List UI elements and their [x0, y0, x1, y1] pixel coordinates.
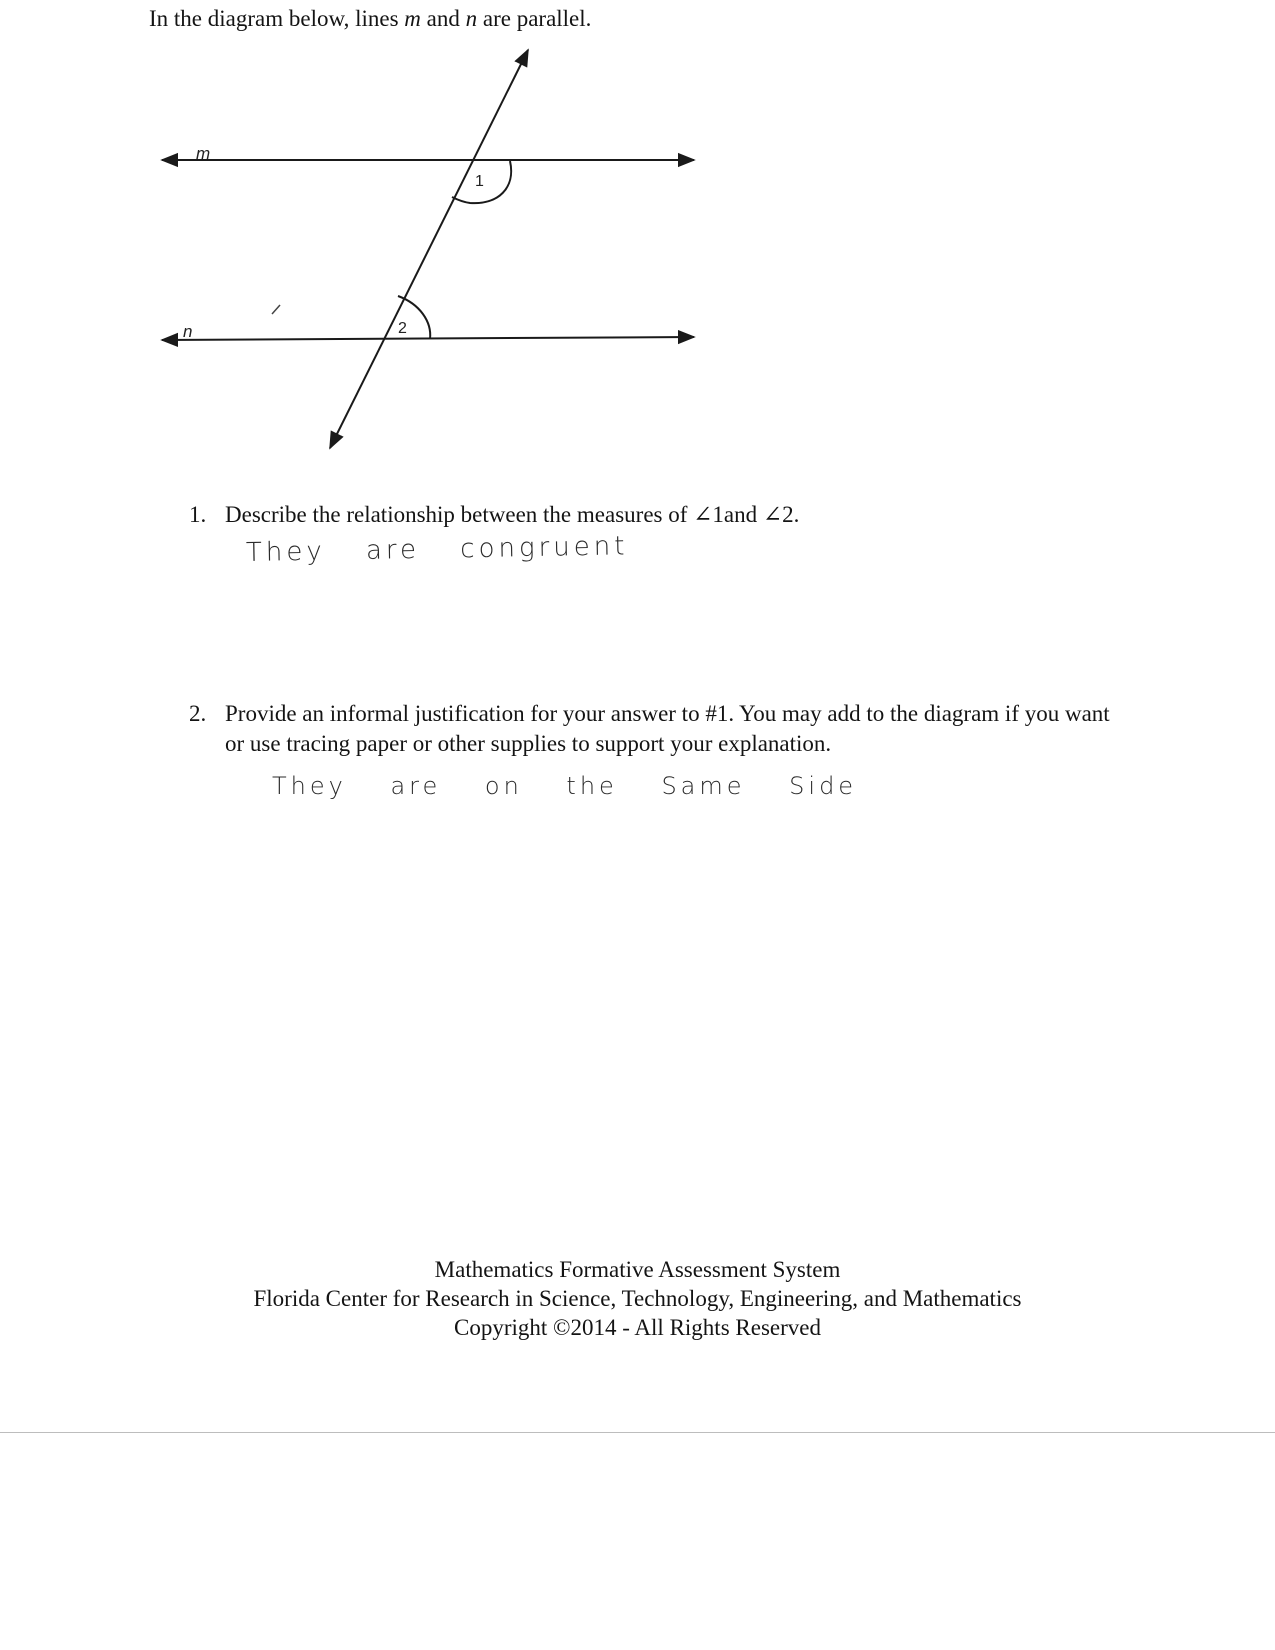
answer-1-handwritten: They are congruent [245, 531, 629, 568]
angle-2-label: 2 [398, 320, 407, 337]
intro-prefix: In the diagram below, lines [149, 6, 399, 31]
parallel-lines-diagram [0, 0, 1275, 470]
line-n [162, 337, 694, 340]
answer-2-handwritten: They are on the Same Side [272, 772, 858, 800]
intro-line-m: m [404, 6, 421, 31]
intro-and: and [426, 6, 460, 31]
question-2-text: Provide an informal justification for your answer to #1. You may add to the diagram if you want or use tracing paper or other supplies to support your explanation. [225, 701, 1110, 756]
footer-line-3: Copyright ©2014 - All Rights Reserved [454, 1315, 821, 1340]
question-1-text: Describe the relationship between the measures of ∠1and ∠2. [225, 502, 800, 527]
label-n: n [183, 322, 193, 341]
intro-suffix: are parallel. [482, 6, 592, 31]
question-1-number: 1. [189, 502, 207, 527]
transversal [330, 50, 528, 448]
label-m: m [196, 144, 211, 163]
question-2 [189, 699, 1119, 759]
question-2-number: 2. [189, 701, 207, 726]
question-1 [189, 500, 1089, 530]
angle-1-label: 1 [475, 173, 484, 190]
pencil-mark [272, 305, 280, 314]
footer-line-2: Florida Center for Research in Science, Technology, Engineering, and Mathematics [253, 1286, 1022, 1311]
footer-line-1: Mathematics Formative Assessment System [434, 1257, 841, 1282]
footer [0, 1255, 1275, 1342]
intro-line-n: n [465, 6, 478, 31]
scan-divider [0, 1432, 1275, 1433]
